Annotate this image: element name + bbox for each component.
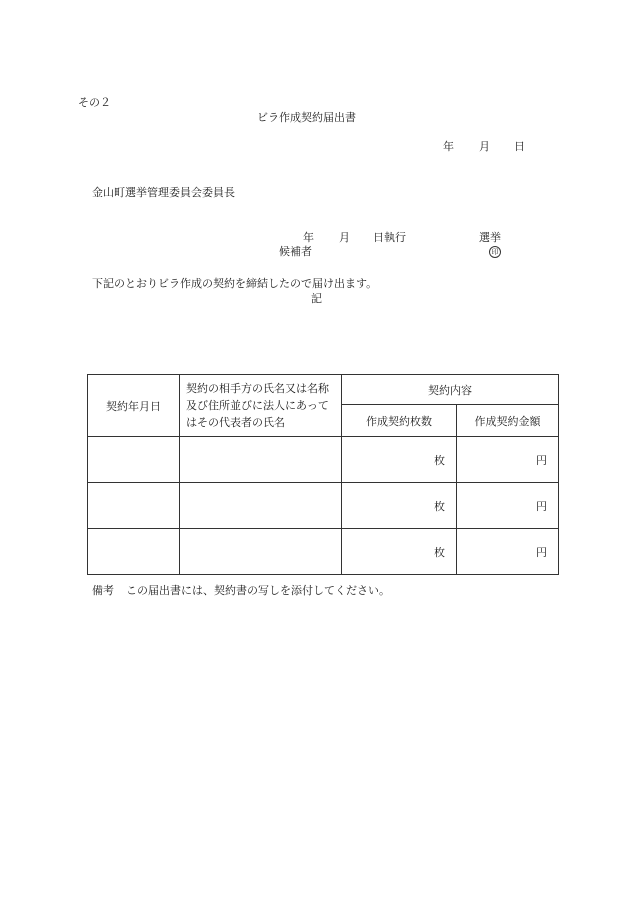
addressee: 金山町選挙管理委員会委員長 <box>92 186 235 199</box>
table-header-row <box>88 375 559 405</box>
date-month: 月 <box>479 140 490 153</box>
election-label: 選挙 <box>479 231 501 244</box>
date-year: 年 <box>443 140 454 153</box>
document-title: ビラ作成契約届出書 <box>257 111 356 124</box>
header-contract-date: 契約年月日 <box>88 375 180 437</box>
header-amount: 作成契約金額 <box>457 405 559 437</box>
cell-party <box>180 483 342 529</box>
table-row <box>88 529 559 575</box>
header-sheets: 作成契約枚数 <box>342 405 457 437</box>
ki-mark: 記 <box>311 292 322 305</box>
header-contract-party: 契約の相手方の氏名又は名称及び住所並びに法人にあってはその代表者の氏名 <box>180 375 342 437</box>
cell-amount-unit: 円 <box>457 483 559 529</box>
cell-sheets-unit: 枚 <box>342 529 457 575</box>
seal-mark: 印 <box>489 246 501 258</box>
remarks-label: 備考 <box>92 584 114 597</box>
election-day-exec: 日執行 <box>373 231 406 244</box>
cell-sheets-unit: 枚 <box>342 483 457 529</box>
date-day: 日 <box>514 140 525 153</box>
cell-date <box>88 483 180 529</box>
cell-party <box>180 529 342 575</box>
remarks-text: この届出書には、契約書の写しを添付してください。 <box>126 584 390 597</box>
cell-date <box>88 529 180 575</box>
candidate-label: 候補者 <box>279 245 312 258</box>
cell-sheets-unit: 枚 <box>342 437 457 483</box>
cell-amount-unit: 円 <box>457 437 559 483</box>
election-month: 月 <box>339 231 350 244</box>
table-row <box>88 437 559 483</box>
election-year: 年 <box>303 231 314 244</box>
body-text: 下記のとおりビラ作成の契約を締結したので届け出ます。 <box>92 277 378 290</box>
contract-table <box>87 374 559 575</box>
cell-date <box>88 437 180 483</box>
cell-party <box>180 437 342 483</box>
table-row <box>88 483 559 529</box>
header-contract-content: 契約内容 <box>342 375 559 405</box>
form-number: その２ <box>78 96 111 109</box>
cell-amount-unit: 円 <box>457 529 559 575</box>
